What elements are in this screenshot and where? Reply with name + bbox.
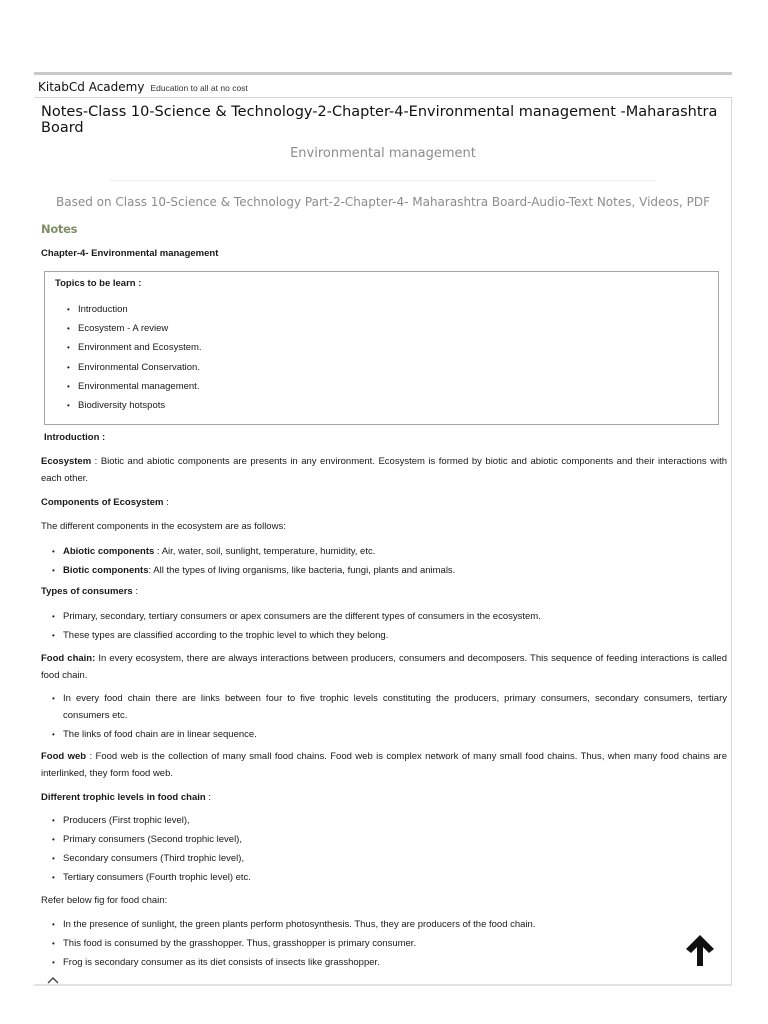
consumer-item: • These types are classified according to the trophic level to which they belong. xyxy=(52,627,727,644)
trophic-item: • Producers (First trophic level), xyxy=(52,812,727,829)
scroll-to-top-button[interactable] xyxy=(683,932,717,968)
trophic-heading xyxy=(41,789,727,806)
food-chain-term: Food chain: xyxy=(41,653,96,664)
component-term: Abiotic components xyxy=(63,546,155,557)
component-item xyxy=(52,543,727,560)
introduction-heading: Introduction : xyxy=(44,432,106,443)
consumers-heading-text: Types of consumers xyxy=(41,586,133,597)
food-chain-text: In every ecosystem, there are always interactions between producers, consumers and decomposers. This sequence of feeding interactions is called food chain. xyxy=(41,653,727,681)
topic-item: • Ecosystem - A review xyxy=(67,319,202,338)
site-name[interactable]: KitabCd Academy xyxy=(38,80,145,94)
chapter-heading: Chapter-4- Environmental management xyxy=(41,248,219,259)
components-heading-suffix: : xyxy=(163,497,169,508)
topics-list xyxy=(67,300,202,415)
refer-fig-item: • Frog is secondary consumer as its diet consists of insects like grasshopper. xyxy=(52,954,727,971)
arrow-up-icon xyxy=(683,932,717,968)
refer-fig-item: • In the presence of sunlight, the green plants perform photosynthesis. Thus, they are producers of the food chain. xyxy=(52,916,727,933)
component-text: : Air, water, soil, sunlight, temperature, humidity, etc. xyxy=(154,546,376,557)
topic-item: • Environment and Ecosystem. xyxy=(67,338,202,357)
food-web-paragraph xyxy=(41,748,727,782)
refer-fig-text: Refer below fig for food chain: xyxy=(41,895,168,906)
topics-box xyxy=(44,271,719,425)
trophic-item: • Primary consumers (Second trophic level), xyxy=(52,831,727,848)
components-intro: The different components in the ecosystem are as follows: xyxy=(41,521,286,532)
page-subtitle: Environmental management xyxy=(290,146,476,161)
chevron-up-icon xyxy=(46,975,60,985)
subtitle-divider xyxy=(110,180,656,181)
components-list xyxy=(52,543,727,581)
food-chain-paragraph xyxy=(41,650,727,684)
components-heading-text: Components of Ecosystem xyxy=(41,497,164,508)
ecosystem-paragraph xyxy=(41,453,727,487)
collapse-button[interactable] xyxy=(46,972,60,982)
page-title: Notes-Class 10-Science & Technology-2-Chapter-4-Environmental management -Maharashtra Board xyxy=(41,104,718,136)
food-chain-item: • The links of food chain are in linear sequence. xyxy=(52,726,727,743)
component-text: : All the types of living organisms, like bacteria, fungi, plants and animals. xyxy=(148,565,456,576)
refer-fig-list xyxy=(52,916,727,973)
components-heading xyxy=(41,494,727,511)
component-term: Biotic components xyxy=(63,565,149,576)
trophic-heading-text: Different trophic levels in food chain xyxy=(41,792,206,803)
trophic-item: • Secondary consumers (Third trophic level), xyxy=(52,850,727,867)
consumers-heading xyxy=(41,583,727,600)
header-divider xyxy=(34,72,732,75)
trophic-list xyxy=(52,812,727,888)
topic-item: • Biodiversity hotspots xyxy=(67,396,202,415)
consumers-heading-suffix: : xyxy=(132,586,138,597)
refer-fig-item: • This food is consumed by the grasshopper. Thus, grasshopper is primary consumer. xyxy=(52,935,727,952)
consumer-item: • Primary, secondary, tertiary consumers or apex consumers are the different types of consumers in the ecosystem. xyxy=(52,608,727,625)
topics-title: Topics to be learn : xyxy=(55,278,142,289)
food-chain-list xyxy=(52,690,727,745)
component-item xyxy=(52,562,727,579)
ecosystem-text: : Biotic and abiotic components are presents in any environment. Ecosystem is formed by biotic and abiotic components and their interactions with each other. xyxy=(41,456,727,484)
food-web-term: Food web xyxy=(41,751,87,762)
site-header xyxy=(38,80,248,98)
consumers-list xyxy=(52,608,727,646)
notes-heading: Notes xyxy=(41,222,78,236)
topic-item: • Environmental Conservation. xyxy=(67,358,202,377)
site-tagline: Education to all at no cost xyxy=(150,83,248,93)
based-on-line: Based on Class 10-Science & Technology Part-2-Chapter-4- Maharashtra Board-Audio-Text Notes, Videos, PDF xyxy=(56,195,710,209)
trophic-heading-suffix: : xyxy=(205,792,211,803)
topic-item: • Environmental management. xyxy=(67,377,202,396)
food-web-text: : Food web is the collection of many small food chains. Food web is complex network of many small food chains. Thus, when many food chains are interlinked, they form food web. xyxy=(41,751,727,779)
document-frame-bottom xyxy=(34,984,732,986)
trophic-item: • Tertiary consumers (Fourth trophic level) etc. xyxy=(52,869,727,886)
topic-item: • Introduction xyxy=(67,300,202,319)
food-chain-item: • In every food chain there are links between four to five trophic levels constituting the producers, primary consumers, secondary consumers, tertiary consumers etc. xyxy=(52,690,727,724)
ecosystem-term: Ecosystem xyxy=(41,456,92,467)
